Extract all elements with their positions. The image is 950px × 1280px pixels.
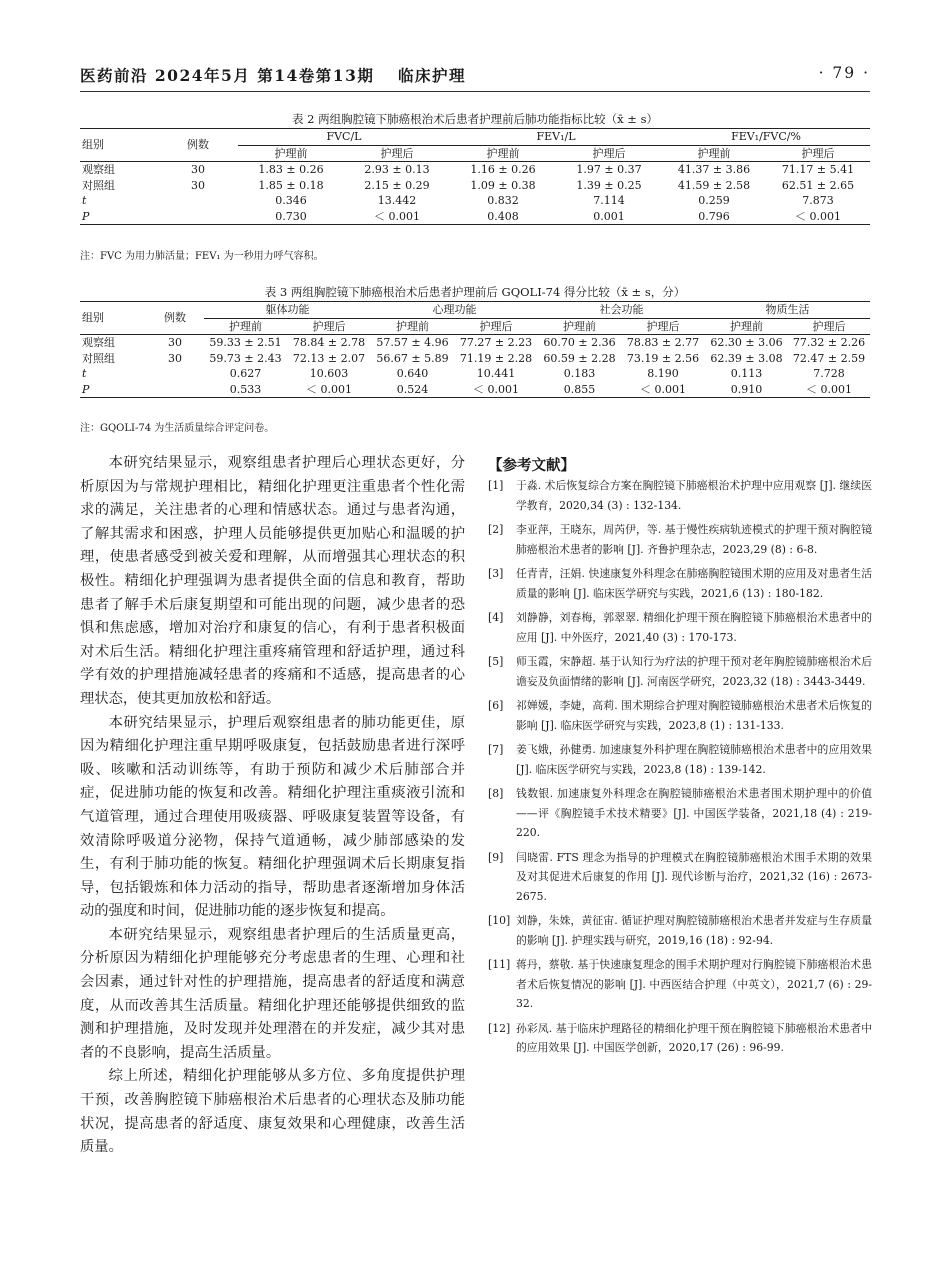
cell: 0.113 (730, 367, 763, 380)
table3-metric: 物质生活 (705, 302, 870, 319)
cell: 0.796 (662, 209, 766, 225)
table2-subheader: 护理前 (662, 145, 766, 162)
table-row (80, 162, 870, 178)
cell: 2.93 ± 0.13 (364, 163, 430, 176)
ref-text: 蒋丹，蔡敬. 基于快速康复理念的围手术期护理对行胸腔镜下肺癌根治术患者术后恢复情况的影响 [J]. 中西医结合护理（中英文），2021,7 (6) : 29-32. (516, 958, 872, 1010)
ref-number: [7] (488, 743, 504, 756)
table3-subheader: 护理前 (705, 318, 788, 335)
cell: 7.728 (813, 367, 845, 380)
ref-text: 钱数银. 加速康复外科理念在胸腔镜肺癌根治术患者围术期护理中的价值——评《胸腔镜手术技术精要》[J]. 中国医学装备，2021,18 (4) : 219-220. (516, 787, 872, 839)
reference-item (488, 476, 872, 515)
ref-text: 师玉霞，宋静超. 基于认知行为疗法的护理干预对老年胸腔镜肺癌根治术后谵妄及负面情绪的影响 [J]. 河南医学研究，2023,32 (18) : 3443-3449. (516, 655, 872, 688)
table2-col-group: 组别 (80, 129, 158, 162)
cell: 77.32 ± 2.26 (792, 336, 866, 349)
table3 (80, 301, 870, 398)
reference-list (488, 476, 872, 1063)
cell: 0.408 (450, 209, 556, 225)
cell: 0.001 (556, 209, 662, 225)
page-header (80, 64, 870, 86)
cell: 62.30 ± 3.06 (710, 336, 783, 349)
ref-text: 闫晓雷. FTS 理念为指导的护理模式在胸腔镜肺癌根治术围手术期的效果及对其促进术后康复的作用 [J]. 现代诊断与治疗，2021,32 (16) : 2673-2675. (516, 850, 872, 903)
cell: 10.441 (476, 367, 516, 380)
row-count (158, 209, 238, 225)
row-count: 30 (168, 351, 182, 365)
reference-item (488, 608, 872, 647)
body-text (80, 452, 465, 1160)
reference-item (488, 520, 872, 559)
table3-subheader: 护理后 (454, 318, 538, 335)
cell: 13.442 (377, 194, 417, 207)
table3-metric: 心理功能 (371, 302, 538, 319)
table3-col-count: 例数 (146, 302, 204, 335)
ref-number: [4] (488, 611, 504, 624)
cell: 0.910 (705, 382, 788, 398)
reference-item (488, 652, 872, 691)
ref-text: 李亚萍，王晓东，周芮伊，等. 基于慢性疾病轨迹模式的护理干预对胸腔镜肺癌根治术患者的影响 [J]. 齐鲁护理杂志，2023,29 (8) : 6-8. (516, 523, 872, 556)
cell: 71.17 ± 5.41 (781, 163, 855, 176)
body-paragraph: 本研究结果显示，护理后观察组患者的肺功能更佳，原因为精细化护理注重早期呼吸康复，包括鼓励患者进行深呼吸、咳嗽和活动训练等，有助于预防和减少术后肺部合并症，促进肺功能的恢复和改善。精细化护理注重痰液引流和气道管理，通过合理使用吸痰器、呼吸康复装置等设备，有效清除呼吸道分泌物，保持气道通畅，减少肺部感染的发生，有利于肺功能的恢复。精细化护理强调术后长期康复指导，包括锻炼和体力活动的指导，帮助患者逐渐增加身体活动的强度和时间，促进肺功能的逐步恢复和提高。 (80, 714, 465, 920)
table2-metric: FEV₁/L (450, 129, 662, 146)
ref-number: [9] (488, 850, 504, 864)
reference-item (488, 564, 872, 603)
row-count: 30 (191, 178, 205, 192)
reference-item (488, 696, 872, 735)
ref-text: 姜飞娥，孙健勇. 加速康复外科护理在胸腔镜肺癌根治术患者中的应用效果 [J]. 临床医学研究与实践，2023,8 (18) : 139-142. (516, 743, 872, 776)
cell: 78.84 ± 2.78 (292, 336, 366, 349)
table3-subheader: 护理后 (788, 318, 870, 335)
cell: 0.259 (698, 194, 730, 207)
table2-note: 注：FVC 为用力肺活量；FEV₁ 为一秒用力呼气容积。 (80, 251, 324, 262)
cell: 62.39 ± 3.08 (710, 351, 783, 365)
row-count: 30 (168, 336, 182, 349)
cell: 73.19 ± 2.56 (626, 351, 700, 365)
ref-text: 刘静静，刘春梅，郭翠翠. 精细化护理干预在胸腔镜下肺癌根治术患者中的应用 [J]. 中外医疗，2021,40 (3) : 170-173. (516, 611, 872, 644)
section-name: 临床护理 (398, 66, 467, 85)
header-rule (80, 91, 870, 92)
ref-number: [10] (488, 914, 511, 927)
row-count: 30 (191, 163, 205, 176)
cell: 72.47 ± 2.59 (792, 351, 866, 365)
table-row (80, 351, 870, 367)
cell: ＜ 0.001 (788, 382, 870, 398)
table3-subheader: 护理前 (204, 318, 287, 335)
cell: 1.97 ± 0.37 (576, 163, 642, 176)
cell: 0.524 (371, 382, 454, 398)
table2 (80, 128, 870, 225)
row-count (158, 193, 238, 209)
ref-text: 任青青，汪娟. 快速康复外科理念在肺癌胸腔镜围术期的应用及对患者生活质量的影响 [J]. 临床医学研究与实践，2021,6 (13) : 180-182. (516, 567, 872, 600)
cell: ＜ 0.001 (766, 209, 870, 225)
table-row (80, 382, 870, 398)
ref-text: 祁婵媛，李婕，高莉. 围术期综合护理对胸腔镜肺癌根治术患者术后恢复的影响 [J]. 临床医学研究与实践，2023,8 (1) : 131-133. (516, 699, 872, 732)
body-paragraph: 综上所述，精细化护理能够从多方位、多角度提供护理干预，改善胸腔镜下肺癌根治术后患者的心理状态及肺功能状况，提高患者的舒适度、康复效果和心理健康，改善生活质量。 (80, 1068, 465, 1156)
table3-subheader: 护理后 (287, 318, 371, 335)
ref-number: [3] (488, 567, 504, 580)
table3-subheader: 护理前 (538, 318, 621, 335)
cell: 0.627 (229, 367, 262, 380)
row-label: P (80, 382, 146, 398)
table3-metric: 社会功能 (538, 302, 705, 319)
table2-subheader: 护理后 (344, 145, 450, 162)
table3-col-group: 组别 (80, 302, 146, 335)
table3-subheader: 护理后 (621, 318, 705, 335)
cell: ＜ 0.001 (344, 209, 450, 225)
cell: ＜ 0.001 (454, 382, 538, 398)
ref-text: 于淼. 术后恢复综合方案在胸腔镜下肺癌根治术护理中应用观察 [J]. 继续医学教育，2020,34 (3) : 132-134. (516, 479, 872, 512)
row-label: 观察组 (82, 336, 115, 349)
row-count (146, 366, 204, 382)
row-label: t (82, 367, 87, 380)
cell: 7.114 (593, 194, 625, 207)
ref-text: 刘静，朱姝，黄征宙. 循证护理对胸腔镜肺癌根治术患者并发症与生存质量的影响 [J]. 护理实践与研究，2019,16 (18) : 92-94. (516, 914, 872, 947)
cell: 41.37 ± 3.86 (677, 163, 751, 176)
cell: 0.832 (487, 194, 519, 207)
reference-item (488, 911, 872, 950)
cell: 41.59 ± 2.58 (677, 178, 751, 192)
journal-info: 医药前沿 2024年5月 第14卷第13期 (80, 66, 375, 85)
cell: 57.57 ± 4.96 (376, 336, 449, 349)
cell: 56.67 ± 5.89 (376, 351, 449, 365)
cell: 7.873 (802, 194, 834, 207)
table2-subheader: 护理前 (238, 145, 344, 162)
table-row (80, 209, 870, 225)
row-label: 对照组 (82, 178, 115, 192)
cell: 0.730 (238, 209, 344, 225)
cell: 0.640 (396, 367, 429, 380)
ref-number: [11] (488, 958, 511, 971)
row-label: t (82, 194, 87, 207)
ref-text: 孙彩凤. 基于临床护理路径的精细化护理干预在胸腔镜下肺癌根治术患者中的应用效果 [J]. 中国医学创新，2020,17 (26) : 96-99. (516, 1021, 872, 1054)
table2-metric: FVC/L (238, 129, 450, 146)
table2-caption: 表 2 两组胸腔镜下肺癌根治术后患者护理前后肺功能指标比较（x̄ ± s） (292, 112, 658, 126)
table-row (80, 193, 870, 209)
ref-number: [5] (488, 655, 504, 668)
body-paragraph: 本研究结果显示，观察组患者护理后的生活质量更高，分析原因为精细化护理能够充分考虑患者的生理、心理和社会因素，通过针对性的护理措施，提高患者的舒适度和满意度，从而改善其生活质量。精细化护理还能够提供细致的监测和护理措施，及时发现并处理潜在的并发症，减少其对患者的不良影响，提高生活质量。 (80, 926, 465, 1061)
reference-item (488, 848, 872, 907)
table-row (80, 335, 870, 351)
ref-number: [6] (488, 699, 504, 712)
ref-number: [2] (488, 523, 504, 536)
row-label: P (80, 209, 158, 225)
row-label: 观察组 (82, 163, 115, 176)
cell: 71.19 ± 2.28 (459, 351, 533, 365)
cell: 77.27 ± 2.23 (459, 336, 533, 349)
ref-number: [1] (488, 479, 504, 492)
cell: 0.346 (275, 194, 307, 207)
table2-col-count: 例数 (158, 129, 238, 162)
reference-item (488, 784, 872, 843)
cell: 2.15 ± 0.29 (364, 178, 430, 192)
ref-number: [8] (488, 787, 504, 800)
reference-item (488, 740, 872, 779)
table-row (80, 366, 870, 382)
body-paragraph: 本研究结果显示，观察组患者护理后心理状态更好，分析原因为与常规护理相比，精细化护理更注重患者个性化需求的满足，关注患者的心理和情感状态。通过与患者沟通，了解其需求和困惑，护理人员能够提供更加贴心和温暖的护理，使患者感受到被关爱和理解，从而增强其心理状态的积极性。精细化护理强调为患者提供全面的信息和教育，帮助患者了解手术后康复期望和可能出现的问题，减少患者的恐惧和焦虑感，增加对治疗和康复的信心，有利于患者积极面对术后生活。精细化护理注重疼痛管理和舒适护理，通过科学有效的护理措施减轻患者的疼痛和不适感，提高患者的心理状态，使其更加放松和舒适。 (80, 455, 465, 707)
cell: ＜ 0.001 (287, 382, 371, 398)
cell: 0.855 (538, 382, 621, 398)
table2-subheader: 护理后 (766, 145, 870, 162)
cell: 72.13 ± 2.07 (292, 351, 366, 365)
table3-metric: 躯体功能 (204, 302, 371, 319)
table3-subheader: 护理前 (371, 318, 454, 335)
cell: 0.533 (204, 382, 287, 398)
reference-item (488, 955, 872, 1014)
cell: 1.16 ± 0.26 (470, 163, 536, 176)
references-heading: 【参考文献】 (488, 458, 575, 474)
cell: 59.33 ± 2.51 (209, 336, 282, 349)
table-row (80, 178, 870, 194)
cell: 1.39 ± 0.25 (576, 178, 642, 192)
cell: 10.603 (309, 367, 349, 380)
cell: ＜ 0.001 (621, 382, 705, 398)
cell: 60.70 ± 2.36 (543, 336, 616, 349)
cell: 60.59 ± 2.28 (543, 351, 616, 365)
cell: 78.83 ± 2.77 (626, 336, 700, 349)
row-count (146, 382, 204, 398)
cell: 1.83 ± 0.26 (258, 163, 324, 176)
table3-caption: 表 3 两组胸腔镜下肺癌根治术后患者护理前后 GQOLI-74 得分比较（x̄ ± s，分） (264, 285, 686, 299)
cell: 59.73 ± 2.43 (209, 351, 282, 365)
page-number: · 79 · (818, 64, 870, 82)
table2-subheader: 护理前 (450, 145, 556, 162)
cell: 62.51 ± 2.65 (781, 178, 855, 192)
cell: 1.09 ± 0.38 (470, 178, 536, 192)
ref-number: [12] (488, 1021, 511, 1035)
reference-item (488, 1019, 872, 1058)
table2-metric: FEV₁/FVC/% (662, 129, 870, 146)
cell: 1.85 ± 0.18 (258, 178, 324, 192)
table3-note: 注：GQOLI-74 为生活质量综合评定问卷。 (80, 423, 275, 434)
cell: 8.190 (647, 367, 679, 380)
table2-subheader: 护理后 (556, 145, 662, 162)
row-label: 对照组 (82, 351, 115, 365)
cell: 0.183 (563, 367, 596, 380)
